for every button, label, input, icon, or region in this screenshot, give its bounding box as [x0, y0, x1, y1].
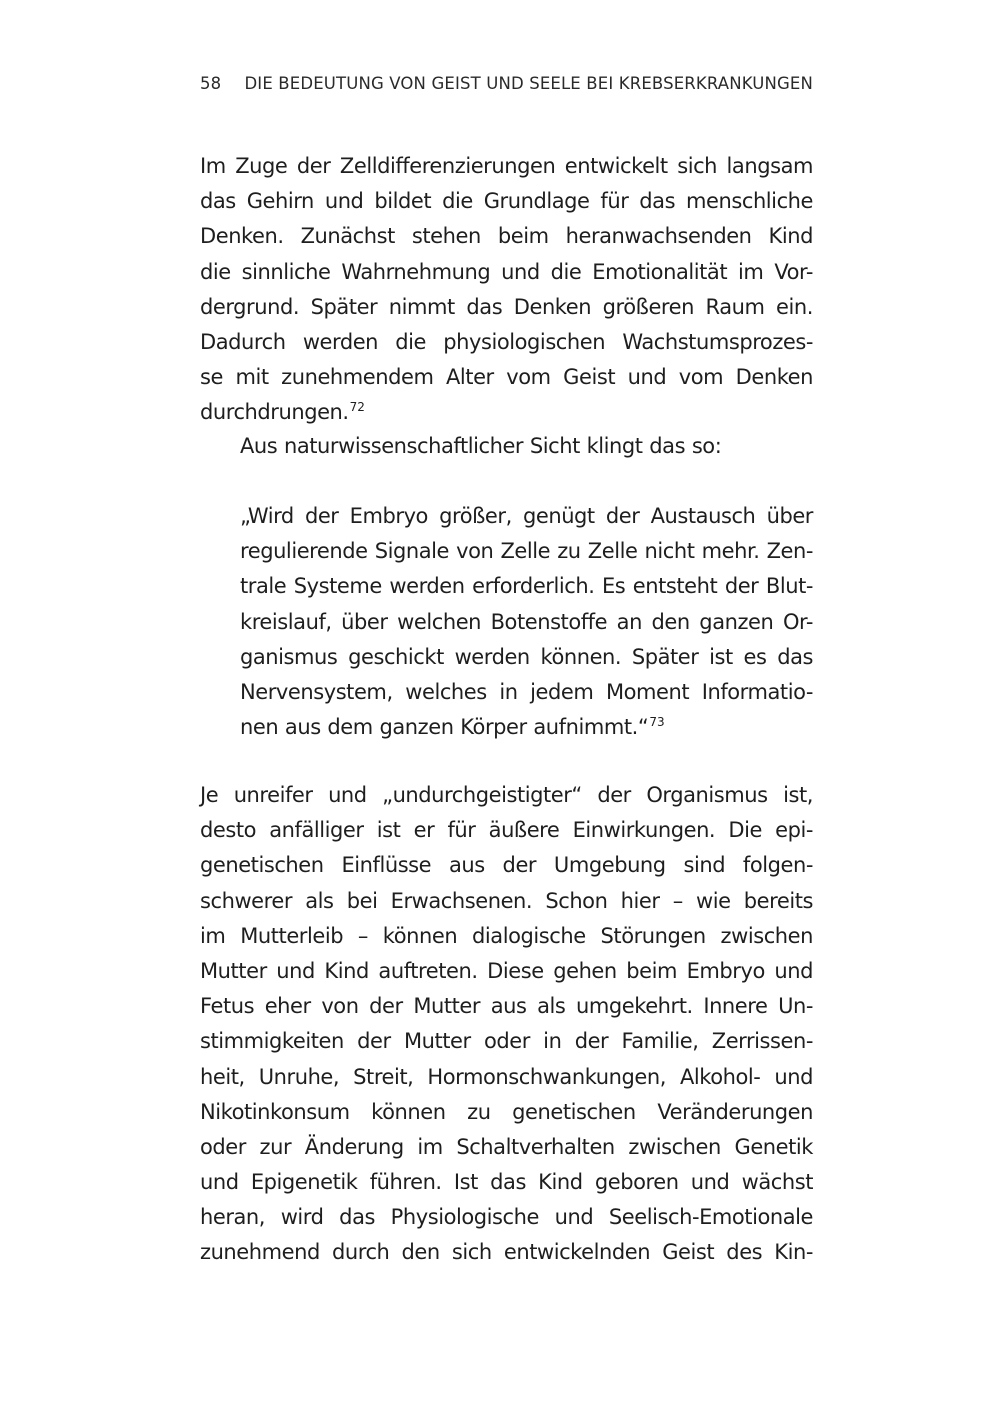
- text-line: Je unreifer und „undurchgeistigter“ der Organismus ist,: [200, 783, 813, 807]
- block-quote: [240, 499, 813, 745]
- quote-line-content: nen aus dem ganzen Körper aufnimmt.“: [240, 715, 649, 740]
- text-line: heit, Unruhe, Streit, Hormonschwankungen, Alkohol- und: [200, 1064, 813, 1089]
- paragraph-naturwissenschaft: [200, 429, 813, 464]
- text-line: dergrund. Später nimmt das Denken größeren Raum ein.: [200, 294, 813, 319]
- text-line: und Epigenetik führen. Ist das Kind geboren und wächst: [200, 1170, 813, 1195]
- text-line: Nikotinkonsum können zu genetischen Veränderungen: [200, 1099, 813, 1124]
- text-line: schwerer als bei Erwachsenen. Schon hier – wie bereits: [200, 888, 813, 913]
- text-line: stimmigkeiten der Mutter oder in der Familie, Zerrissen-: [200, 1029, 813, 1054]
- text-line: Aus naturwissenschaftlicher Sicht klingt das so:: [240, 434, 722, 458]
- text-line: Denken. Zunächst stehen beim heranwachsenden Kind: [200, 224, 813, 249]
- text-line: heran, wird das Physiologische und Seelisch-Emotionale: [200, 1205, 813, 1230]
- footnote-ref-73[interactable]: 73: [649, 715, 665, 730]
- paragraph-zelldifferenzierung: [200, 149, 813, 431]
- text-line: im Mutterleib – können dialogische Störungen zwischen: [200, 923, 813, 948]
- quote-line: trale Systeme werden erforderlich. Es entsteht der Blut-: [240, 574, 813, 599]
- text-line: Mutter und Kind auftreten. Diese gehen beim Embryo und: [200, 958, 813, 983]
- running-head: [200, 74, 813, 100]
- text-line: se mit zunehmendem Alter vom Geist und vom Denken: [200, 365, 813, 390]
- text-line: oder zur Änderung im Schaltverhalten zwischen Genetik: [200, 1134, 813, 1159]
- text-line: genetischen Einflüsse aus der Umgebung sind folgen-: [200, 853, 813, 878]
- page-number: 58: [200, 74, 222, 93]
- text-line: Dadurch werden die physiologischen Wachstumsprozes-: [200, 329, 813, 354]
- quote-line: ganismus geschickt werden können. Später ist es das: [240, 644, 813, 669]
- quote-line: „Wird der Embryo größer, genügt der Austausch über: [240, 504, 813, 528]
- paragraph-organismus: [200, 778, 813, 1271]
- footnote-ref-72[interactable]: 72: [349, 400, 365, 415]
- text-line-content: durchdrungen.: [200, 400, 349, 425]
- text-line: zunehmend durch den sich entwickelnden Geist des Kin-: [200, 1240, 813, 1265]
- quote-line: Nervensystem, welches in jedem Moment Informatio-: [240, 679, 813, 704]
- text-line: Im Zuge der Zelldifferenzierungen entwickelt sich langsam: [200, 154, 813, 178]
- quote-line: kreislauf, über welchen Botenstoffe an den ganzen Or-: [240, 609, 813, 634]
- text-line-last: [200, 395, 813, 430]
- quote-line: regulierende Signale von Zelle zu Zelle nicht mehr. Zen-: [240, 539, 813, 564]
- text-line: Fetus eher von der Mutter aus als umgekehrt. Innere Un-: [200, 994, 813, 1019]
- text-line: das Gehirn und bildet die Grundlage für das menschliche: [200, 189, 813, 214]
- text-line: die sinnliche Wahrnehmung und die Emotionalität im Vor-: [200, 259, 813, 284]
- running-title: DIE BEDEUTUNG VON GEIST UND SEELE BEI KREBSERKRANKUNGEN: [244, 74, 813, 93]
- text-line: desto anfälliger ist er für äußere Einwirkungen. Die epi-: [200, 818, 813, 843]
- quote-line-last: [240, 710, 813, 745]
